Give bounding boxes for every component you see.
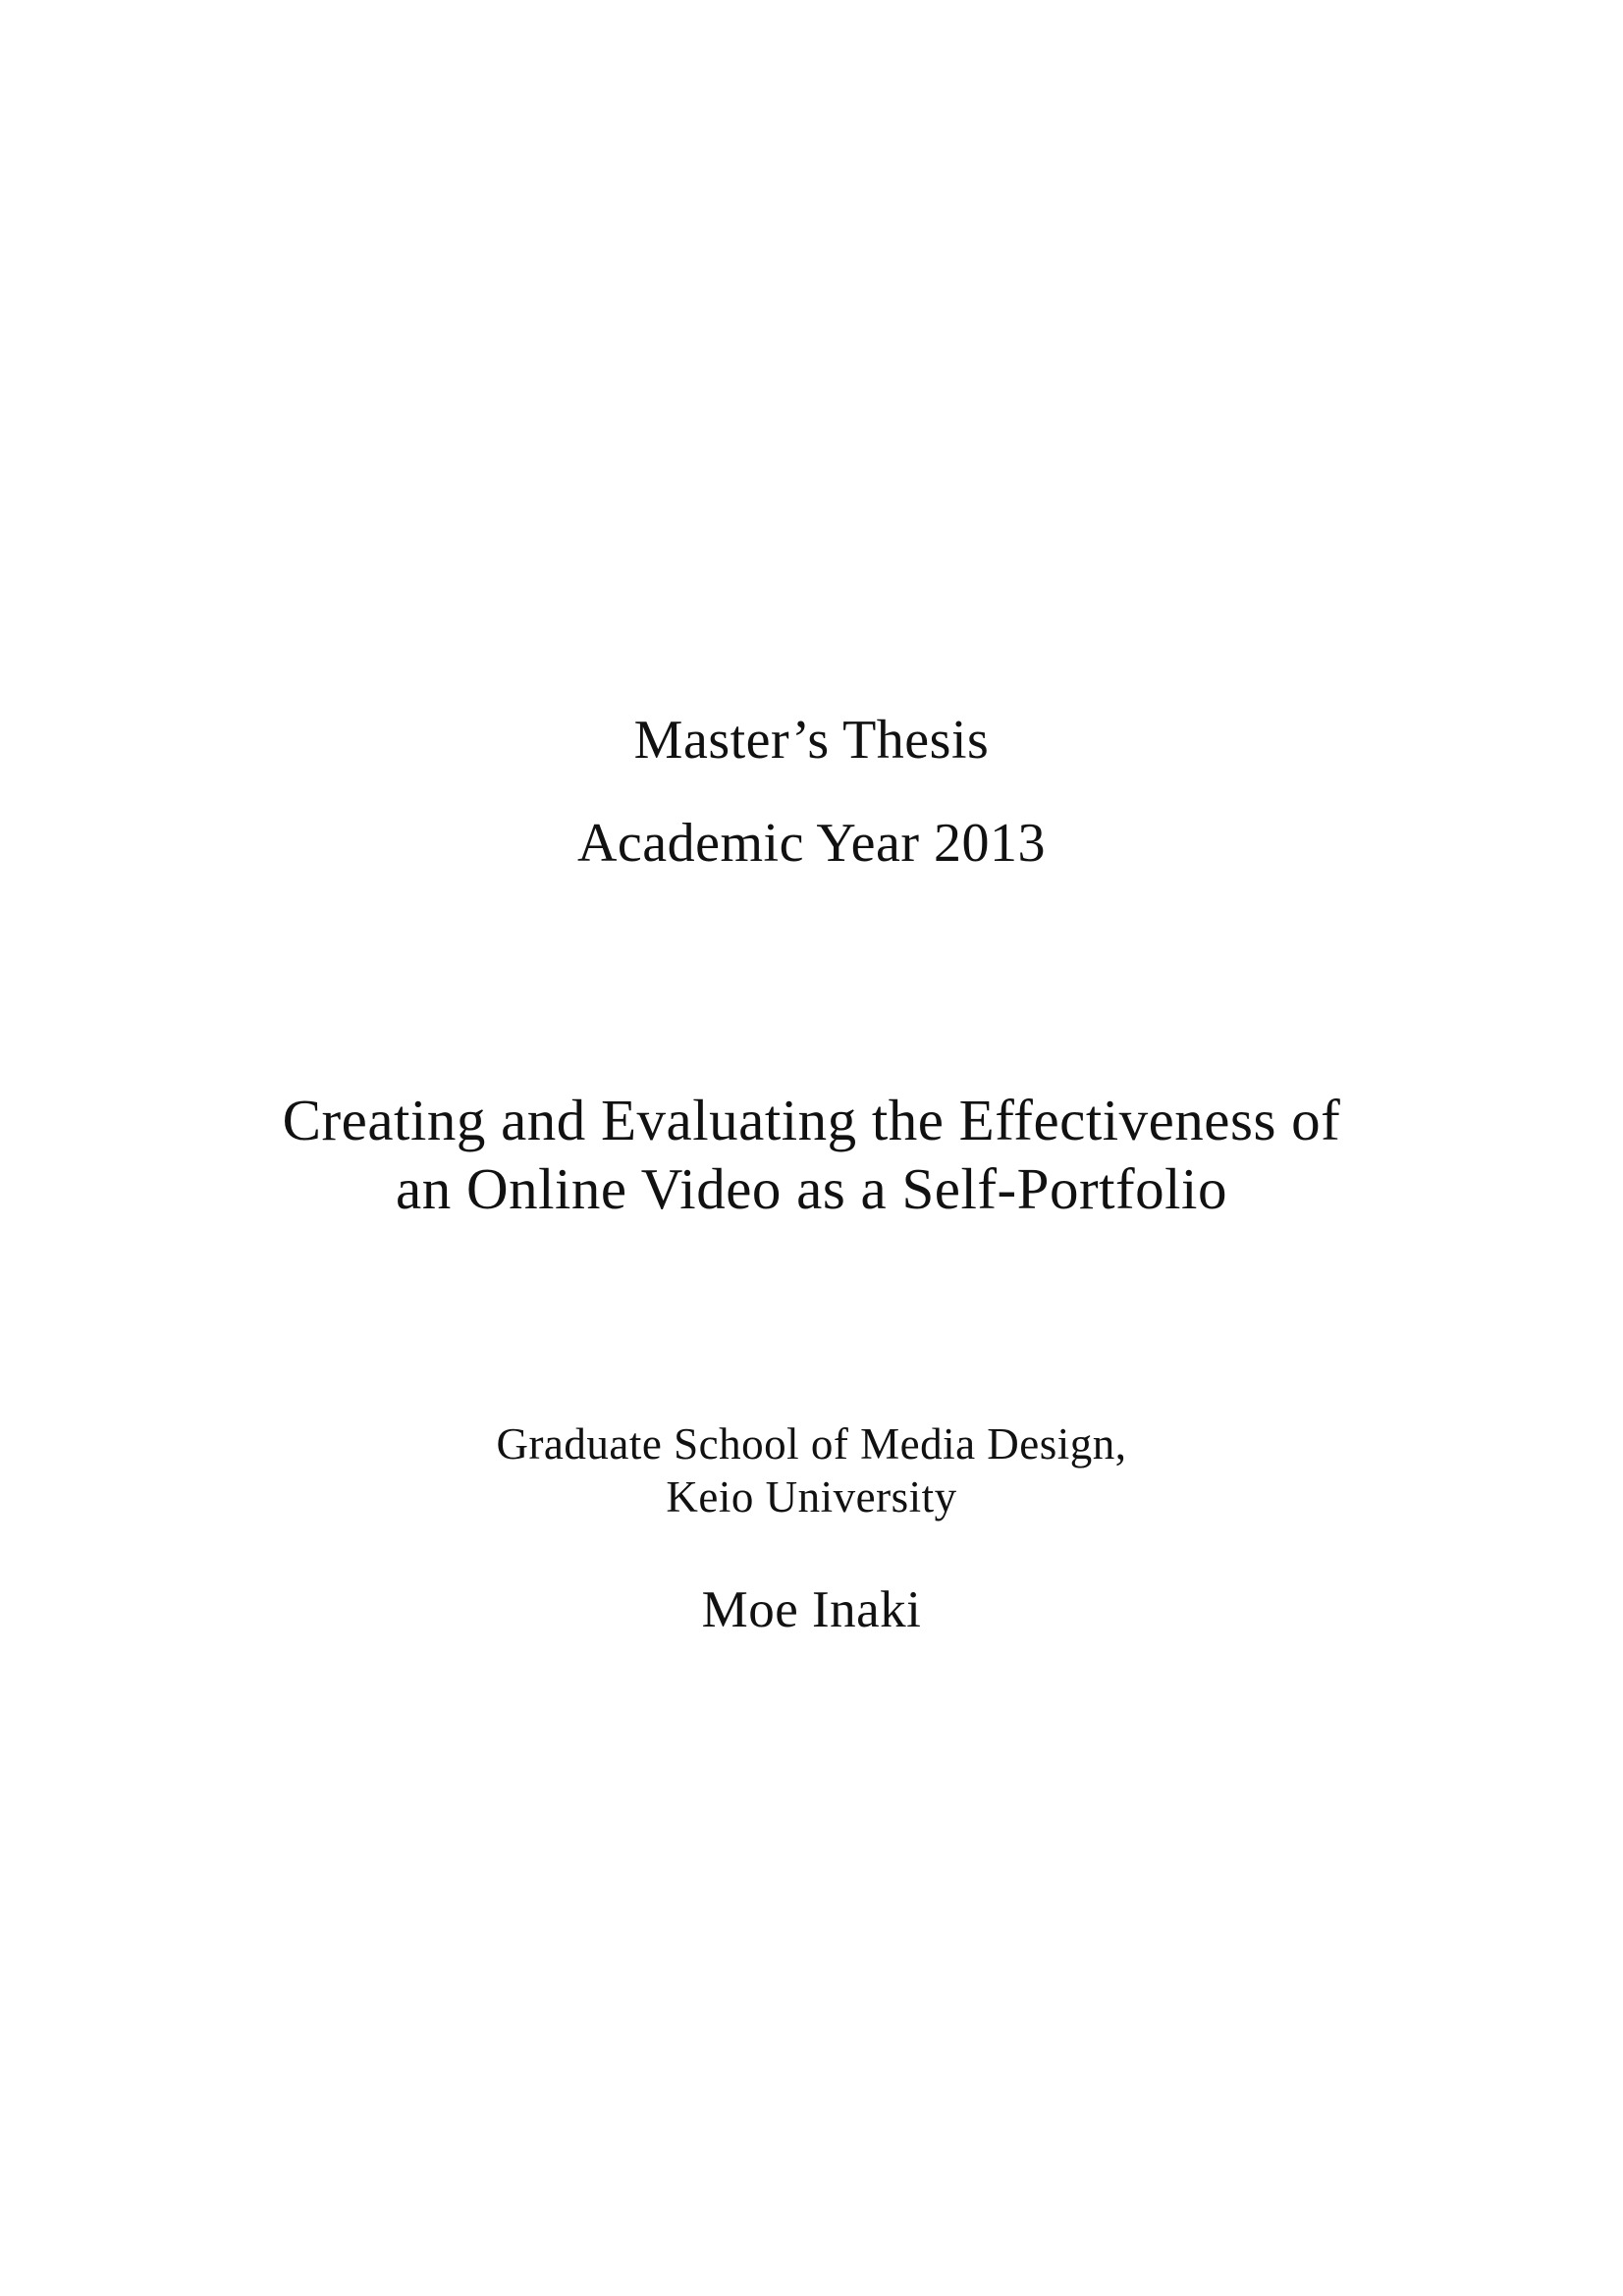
- school-name-line-2: Keio University: [666, 1472, 957, 1522]
- author-name: Moe Inaki: [701, 1581, 922, 1638]
- thesis-title-line-2: an Online Video as a Self-Portfolio: [396, 1156, 1227, 1221]
- academic-year: Academic Year 2013: [576, 813, 1047, 874]
- thesis-title-line-1: Creating and Evaluating the Effectiveness of: [282, 1088, 1341, 1152]
- school-name-line-1: Graduate School of Media Design,: [496, 1419, 1127, 1468]
- degree-type: Master’s Thesis: [633, 710, 990, 771]
